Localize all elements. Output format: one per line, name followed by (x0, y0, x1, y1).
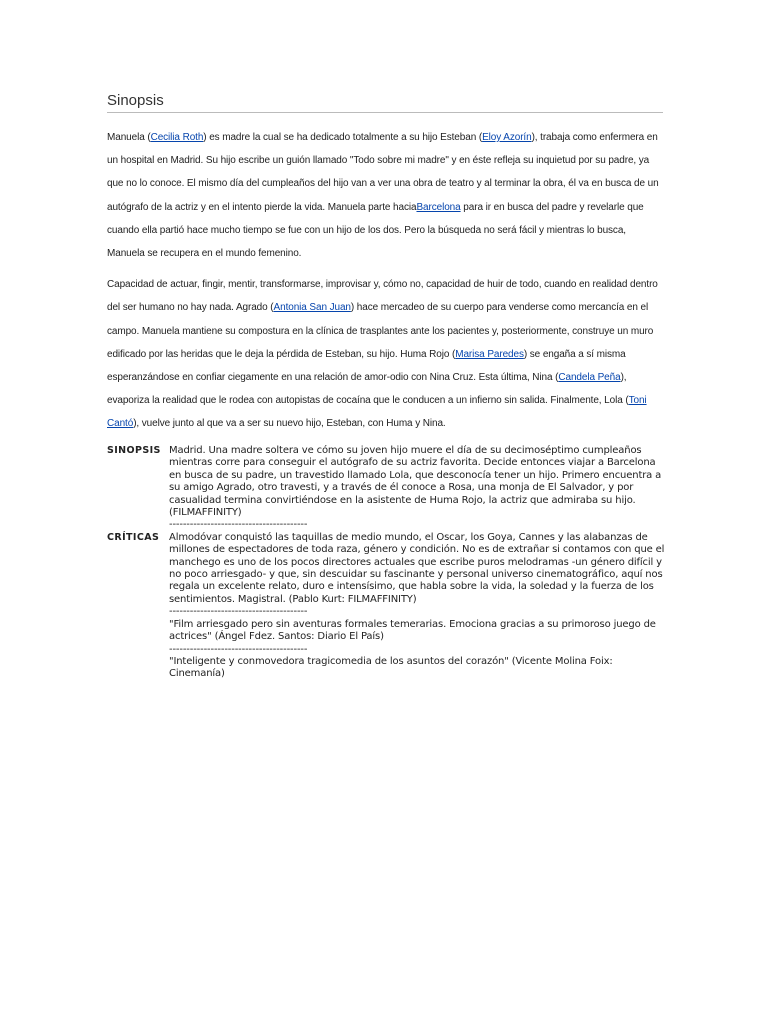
sinopsis-label: SINOPSIS (107, 445, 161, 456)
sinopsis-row (107, 445, 667, 519)
paragraph-text: ), vuelve junto al que va a ser su nuevo hijo, Esteban, con Huma y Nina. (133, 418, 446, 430)
sinopsis-text: Madrid. Una madre soltera ve cómo su joven hijo muere el día de su decimoséptimo cumpleaños mientras corre para conseguir el autógrafo de su actriz favorita. Decide entonces viajar a Barcelona en busca de su padre, un travestido llamado Lola, que desconocía tener un hijo. Primero encuentra a su amigo Agrado, otro travesti, y a través de él conoce a Rosa, una monja de El Salvador, y por casualidad termina convirtiéndose en la asistente de Huma Rojo, la actriz que admiraba su hijo. (FILMAFFINITY) (169, 445, 662, 519)
separator-row (107, 519, 667, 531)
review-block (107, 445, 667, 681)
quote-2: "Inteligente y conmovedora tragicomedia de los asuntos del corazón" (Vicente Molina Foix: Cinemanía) (169, 655, 613, 680)
wiki-link[interactable]: Candela Peña (558, 372, 621, 384)
wiki-link[interactable]: Cecilia Roth (150, 132, 204, 143)
synopsis-paragraph-2 (107, 273, 663, 435)
paragraph-text: ) es madre la cual se ha dedicado totalmente a su hijo Esteban ( (203, 132, 483, 143)
paragraph-text: ), evaporiza la realidad que le rodea con autopistas de cocaína que le conducen a un infierno sin salida. Finalmente, Lola ( (107, 372, 629, 407)
paragraph-text: ), trabaja como enfermera en un hospital en Madrid. Su hijo escribe un guión llamado "Todo sobre mi madre" y en éste refleja su inquietud por su padre, ya que no lo conoce. El mismo día del cumpleaños del hijo van a ver una obra de teatro y al terminar la obra, él va en busca de un autógrafo de la actriz y en el intento pierde la vida. Manuela parte hacia (107, 132, 659, 213)
wiki-link[interactable]: Antonia San Juan (273, 302, 351, 314)
article (107, 92, 663, 436)
wiki-link[interactable]: Toni Cantó (107, 395, 647, 430)
quote-1: "Film arriesgado pero sin aventuras formales temerarias. Emociona gracias a su primoroso juego de actrices" (Ángel Fdez. Santos: Diario El País) (169, 618, 656, 643)
separator: ---------------------------------------- (169, 606, 308, 618)
criticas-row (107, 532, 667, 606)
separator: ---------------------------------------- (169, 519, 308, 531)
separator: ---------------------------------------- (169, 643, 308, 655)
section-heading: Sinopsis (107, 92, 663, 113)
paragraph-text: Manuela ( (107, 132, 151, 143)
paragraph-text: ) se engaña a sí misma esperanzándose en confiar ciegamente en una relación de amor-odio con Nina Cruz. Esta última, Nina ( (107, 348, 626, 384)
paragraph-text: para ir en busca del padre y revelarle que cuando ella partió hace mucho tiempo se fue con un hijo de los dos. Pero la búsqueda no será fácil y mientras lo busca, Manuela se recupera en el mundo femenino. (107, 201, 644, 260)
wiki-link[interactable]: Barcelona (416, 201, 461, 213)
wiki-link[interactable]: Marisa Paredes (455, 348, 524, 360)
wiki-link[interactable]: Eloy Azorín (482, 132, 532, 143)
paragraph-text: Capacidad de actuar, fingir, mentir, transformarse, improvisar y, cómo no, capacidad de huir de todo, cuando en realidad dentro del ser humano no hay nada. Agrado ( (107, 279, 658, 314)
criticas-text: Almodóvar conquistó las taquillas de medio mundo, el Oscar, los Goya, Cannes y las alabanzas de millones de espectadores de toda raza, género y condición. No es de extrañar si contamos con que el manchego es uno de los pocos directores actuales que escribe puros melodramas -un género difícil y no poco arriesgado- y que, sin descuidar su fascinante y personal universo cinematográfico, aquí nos regala un excelente relato, duro e intensísimo, que habla sobre la vida, la soledad y la fuerza de los sentimientos. Magistral. (Pablo Kurt: FILMAFFINITY) (169, 531, 665, 605)
paragraph-text: ) hace mercadeo de su cuerpo para venderse como mercancía en el campo. Manuela mantiene su compostura en la clínica de trasplantes ante los pacientes y, posteriormente, construye un muro edificado por las heridas que le deja la pérdida de Esteban, su hijo. Huma Rojo ( (107, 302, 654, 360)
criticas-label: CRÍTICAS (107, 531, 160, 543)
synopsis-paragraph-1 (107, 126, 663, 265)
